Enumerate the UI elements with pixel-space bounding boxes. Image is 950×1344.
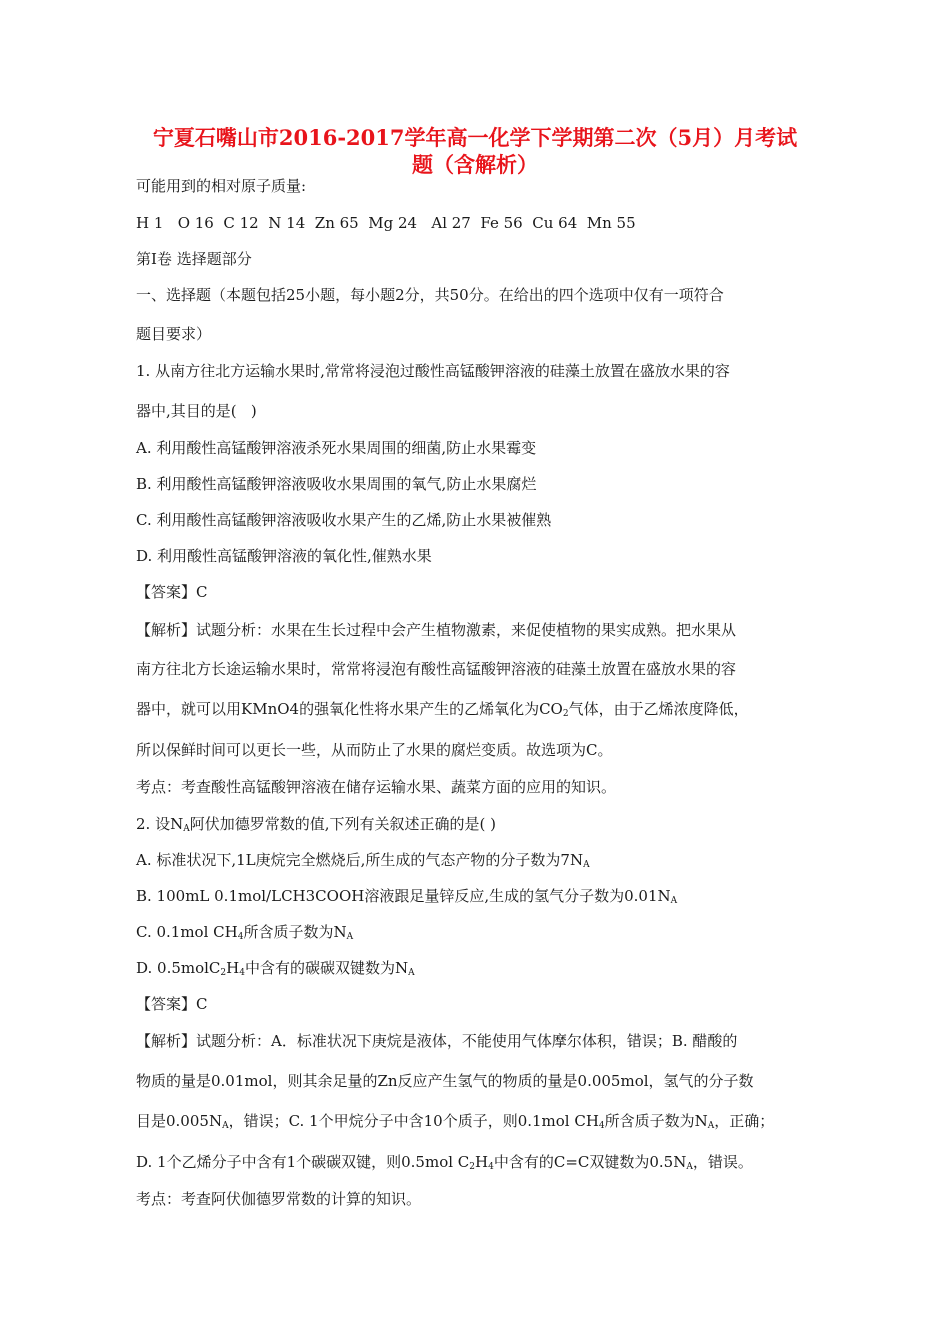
instructions-line-2: 题目要求） bbox=[136, 325, 212, 343]
q1-key-point: 考点：考查酸性高锰酸钾溶液在储存运输水果、蔬菜方面的应用的知识。 bbox=[136, 778, 617, 796]
atomic-mass-values: H 1 O 16 C 12 N 14 Zn 65 Mg 24 Al 27 Fe 56 Cu 64 Mn 55 bbox=[136, 214, 636, 232]
q2-analysis-line-3: 目是$0.005N_A$，错误；C. 1个甲烷分子中含10个质子，则0.1mol $CH_4$所含质子数为$N_A$，正确； bbox=[136, 1112, 775, 1131]
title-line-1: 宁夏石嘴山市2016-2017学年高一化学下学期第二次（5月）月考试 bbox=[152, 125, 798, 150]
title-line-2: 题（含解析） bbox=[412, 152, 538, 177]
q1-analysis-line-4: 所以保鲜时间可以更长一些，从而防止了水果的腐烂变质。故选项为C。 bbox=[136, 741, 613, 759]
q2-analysis-line-1: 【解析】试题分析：A．标准状况下庚烷是液体，不能使用气体摩尔体积，错误；B. 醋酸的 bbox=[136, 1032, 738, 1050]
q1-option-b: B. 利用酸性高锰酸钾溶液吸收水果周围的氧气,防止水果腐烂 bbox=[136, 475, 537, 493]
q2-analysis-line-2: 物质的量是0.01mol，则其余足量的Zn反应产生氢气的物质的量是0.005mol，氢气的分子数 bbox=[136, 1072, 754, 1090]
q2-option-c: C. 0.1mol $CH_4$所含质子数为$N_A$ bbox=[136, 923, 354, 942]
q2-option-a: A. 标准状况下,1L庚烷完全燃烧后,所生成的气态产物的分子数为$7N_A$ bbox=[136, 851, 590, 870]
question-1-line-1: 1. 从南方往北方运输水果时,常常将浸泡过酸性高锰酸钾溶液的硅藻土放置在盛放水果的容 bbox=[136, 362, 730, 380]
q1-answer: 【答案】C bbox=[136, 583, 208, 601]
q2-answer: 【答案】C bbox=[136, 995, 208, 1013]
q1-analysis-line-1: 【解析】试题分析：水果在生长过程中会产生植物激素，来促使植物的果实成熟。把水果从 bbox=[136, 621, 737, 639]
q2-analysis-line-4: D. 1个乙烯分子中含有1个碳碳双键，则0.5mol $C_2H_4$中含有的C=C双键数为$0.5N_A$，错误。 bbox=[136, 1153, 753, 1172]
section-heading: 第I卷 选择题部分 bbox=[136, 250, 252, 268]
q2-option-d: D. $0.5molC_2H_4$中含有的碳碳双键数为$N_A$ bbox=[136, 959, 415, 978]
q1-option-d: D. 利用酸性高锰酸钾溶液的氧化性,催熟水果 bbox=[136, 547, 432, 565]
q1-analysis-line-2: 南方往北方长途运输水果时，常常将浸泡有酸性高锰酸钾溶液的硅藻土放置在盛放水果的容 bbox=[136, 660, 737, 678]
document-title bbox=[130, 124, 820, 178]
question-1-line-2: 器中,其目的是( ) bbox=[136, 402, 257, 420]
instructions-line-1: 一、选择题（本题包括25小题，每小题2分，共50分。在给出的四个选项中仅有一项符合 bbox=[136, 286, 724, 304]
question-2: 2. 设$N_A$阿伏加德罗常数的值,下列有关叙述正确的是( ) bbox=[136, 815, 496, 834]
q1-analysis-line-3: 器中，就可以用KMnO4的强氧化性将水果产生的乙烯氧化为$CO_2$气体，由于乙烯浓度降低， bbox=[136, 700, 749, 719]
q2-option-b: B. 100mL 0.1mol/LCH3COOH溶液跟足量锌反应,生成的氢气分子数为$0.01N_A$ bbox=[136, 887, 678, 906]
q2-key-point: 考点：考查阿伏伽德罗常数的计算的知识。 bbox=[136, 1190, 422, 1208]
atomic-mass-heading: 可能用到的相对原子质量: bbox=[136, 177, 307, 195]
q1-option-c: C. 利用酸性高锰酸钾溶液吸收水果产生的乙烯,防止水果被催熟 bbox=[136, 511, 552, 529]
q1-option-a: A. 利用酸性高锰酸钾溶液杀死水果周围的细菌,防止水果霉变 bbox=[136, 439, 537, 457]
